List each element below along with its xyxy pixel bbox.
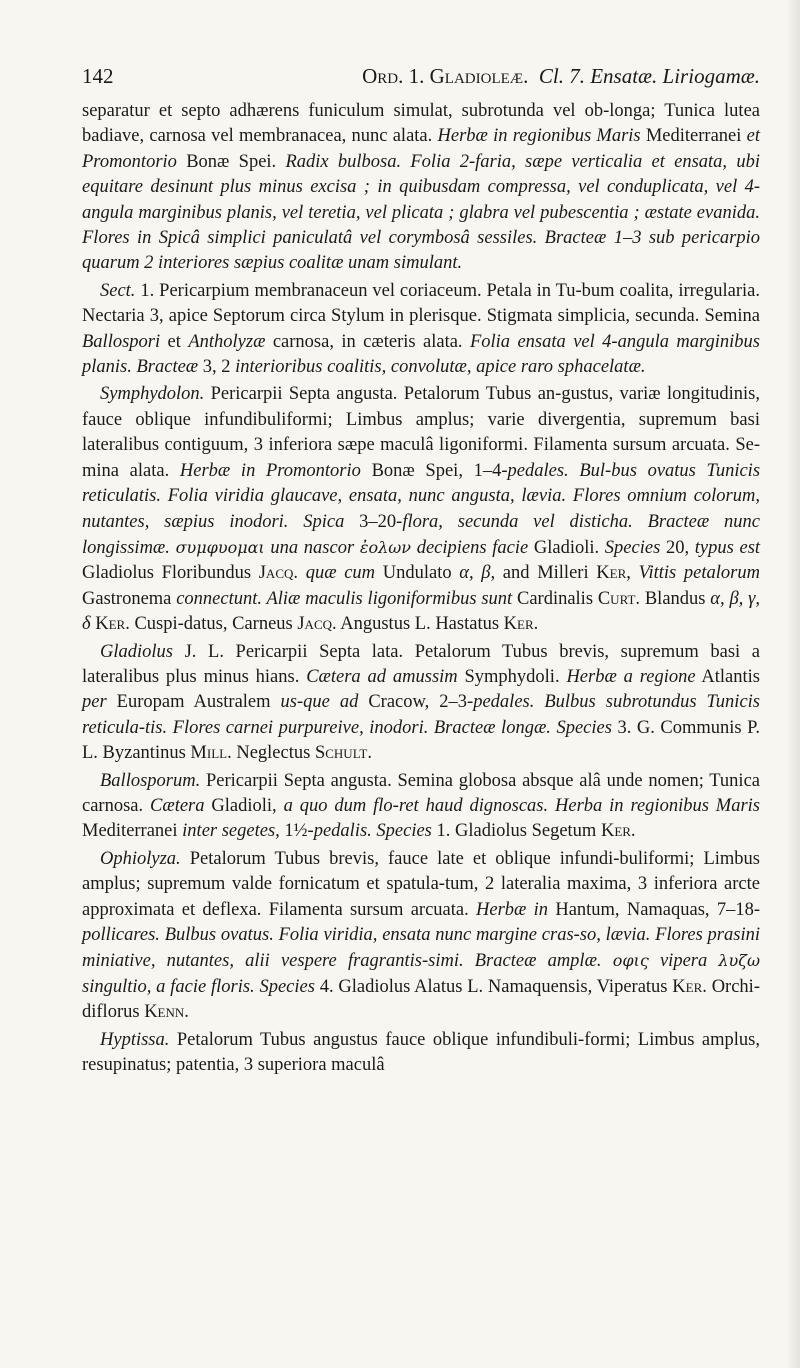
text-run: Sect. — [100, 280, 136, 301]
text-run: 3–20- — [344, 511, 403, 532]
text-run: Mill. — [190, 743, 232, 764]
text-run: a quo dum flo-ret haud dignoscas. Herba in regionibus Maris — [283, 795, 761, 816]
text-run: Ker. — [600, 821, 636, 842]
book-page — [82, 64, 760, 1078]
text-run: 3, 2 — [198, 357, 236, 378]
text-run: 1½- — [279, 821, 314, 842]
text-run: Gladiolus Floribundus — [82, 563, 259, 584]
paragraph-intro — [82, 99, 760, 277]
header-ord: Ord. 1. — [362, 64, 425, 88]
text-run: α, β, γ, δ — [82, 588, 761, 635]
text-run — [298, 563, 306, 583]
text-run: συμφυομαι — [175, 537, 265, 557]
text-run — [631, 563, 639, 583]
text-run: Antholyzæ — [188, 331, 266, 352]
text-run: interioribus coalitis, convolutæ, apice raro sphacelatæ. — [235, 357, 646, 378]
text-run: Petalorum Tubus angustus fauce oblique infundibuli-formi; Limbus amplus, resupinatus; patentia, 3 superiora maculâ — [82, 1029, 760, 1076]
text-run: α, β, — [459, 563, 496, 584]
paragraph-ophiolyza — [82, 847, 760, 1026]
text-run: Herbæ in Promontorio — [179, 460, 361, 481]
text-run: vipera — [659, 951, 708, 972]
header-class: Cl. 7. — [538, 64, 585, 88]
text-run: Bonæ Spei. — [176, 151, 286, 172]
text-run: quæ cum — [305, 563, 376, 584]
text-run: pollicares. Bulbus ovatus. Folia viridia, ensata nunc margine cras-so, lævia. Flores prasini miniative, nutantes, alii vespere fragrantis-simi. Bracteæ amplæ. — [82, 925, 760, 972]
text-run: Pericarpii Septa angusta. Petalorum Tubus an-gustus, variæ longitudinis, fauce oblique infundibuliformi; Limbus amplus; varie divergentia, supremum basi lateralibus contiguum, 3 inferiora sæpe maculâ ligoniformi. Filamenta sursum arcuata. Se-mina alata. — [82, 384, 760, 481]
text-run: pedalis. Species — [313, 821, 432, 842]
text-run: λυζω — [718, 951, 760, 971]
text-run: us-que ad — [280, 692, 359, 713]
text-run: Cracow, 2–3- — [358, 692, 474, 713]
text-run: Vittis petalorum — [638, 563, 760, 584]
text-run: οφις — [612, 951, 649, 971]
running-header — [82, 64, 760, 89]
text-run: Kenn. — [144, 1002, 189, 1023]
text-run: Mediterranei — [640, 126, 747, 147]
body-text — [82, 99, 760, 1078]
text-run: Cætera — [150, 795, 205, 816]
text-run: Species — [604, 537, 661, 558]
text-run: Cardinalis — [512, 588, 598, 609]
text-run: Cuspi-datus, Carneus — [129, 614, 298, 635]
text-run: inter segetes, — [182, 821, 280, 842]
text-run: Symphydoli. — [457, 666, 567, 687]
text-run: Hyptissa. — [100, 1029, 170, 1050]
text-run: Ker. — [503, 614, 539, 635]
text-run: ἐολων — [359, 537, 411, 557]
text-run: 4. Gladiolus Alatus L. Namaquensis, Viperatus — [314, 976, 673, 997]
text-run: Herbæ in — [476, 899, 549, 920]
paragraph-gladiolus — [82, 640, 760, 767]
text-run: separatur et septo adhærens funiculum simulat, subrotunda vel ob-longa; Tunica lutea badiave, carnosa vel membranacea, nunc alata. — [82, 101, 760, 147]
text-run: Symphydolon. — [100, 384, 205, 405]
text-run: Undulato — [375, 563, 460, 584]
text-run: pedales. Bul-bus ovatus Tunicis reticulatis. Folia viridia glaucave, ensata, nunc angusta, lævia. Flores omnium colorum, nutantes, sæpius inodori. Spica — [82, 460, 761, 532]
text-run: 20, — [660, 537, 695, 558]
text-run: Schult. — [314, 743, 373, 764]
text-run: carnosa, in cæteris alata. — [265, 331, 470, 352]
text-run: Hantum, Namaquas, 7–18- — [548, 899, 760, 920]
header-liriogamae: Liriogamæ. — [662, 64, 760, 88]
text-run: Mediterranei — [82, 821, 183, 842]
text-run — [649, 951, 660, 971]
text-run: Ophiolyza. — [100, 848, 181, 869]
paragraph-hyptissa — [82, 1028, 760, 1079]
text-run: Blandus — [640, 588, 711, 609]
text-run — [707, 951, 718, 971]
text-run: Gladiolus — [100, 641, 173, 662]
text-run: flora, secunda vel disticha. Bracteæ nunc longissimæ. — [82, 511, 760, 558]
text-run: decipiens facie — [416, 537, 529, 558]
text-run: Petalorum Tubus brevis, fauce late et oblique infundi-buliformi; Limbus amplus; supremum valde fornicatum et spatula-tum, 2 lateralia maxima, 3 inferiora arcte approximata et deflexa. Filamenta sursum arcuata. — [82, 848, 760, 920]
text-run: Radix bulbosa. Folia 2-faria, sæpe verticalia et ensata, ubi equitare desinunt plus minus excisa ; in quibusdam compressa, vel conduplicata, vel 4-angula marginibus planis, vel teretia, vel plicata ; glabra vel pubescentia ; æstate evanida. Flores in Spicâ simplici paniculatâ vel corymbosâ sessiles. Bracteæ 1–3 sub pericarpio quarum 2 interiores sæpius coalitæ unam simulant. — [82, 151, 760, 274]
page-number: 142 — [82, 64, 114, 88]
text-run: Gladioli. — [528, 537, 605, 558]
paragraph-ballosporum — [82, 769, 760, 845]
text-run: Bonæ Spei, 1–4- — [360, 460, 508, 481]
text-run: Curt. — [597, 588, 641, 609]
text-run: Herbæ a regione — [566, 666, 696, 687]
text-run: Gastronema — [82, 588, 177, 609]
text-run: Ker. — [95, 614, 130, 635]
text-run: Pericarpii Septa angusta. Semina globosa absque alâ unde nomen; Tunica carnosa. — [82, 770, 760, 816]
header-ensatae: Ensatæ. — [590, 64, 658, 88]
text-run: Gladioli, — [204, 795, 284, 816]
text-run: 1. Gladiolus Segetum — [431, 821, 601, 842]
text-run: J. L. Pericarpii Septa lata. Petalorum Tubus brevis, supremum basi a lateralibus plus minus hians. — [82, 641, 760, 687]
text-run: Neglectus — [231, 743, 315, 764]
text-run: Ker, — [596, 563, 631, 584]
text-run: una nascor — [270, 537, 355, 558]
header-family: Gladioleæ. — [429, 64, 529, 88]
text-run: et — [160, 331, 189, 352]
page-edge-shadow — [786, 0, 800, 1368]
text-run — [602, 951, 613, 971]
text-run: 1. Pericarpium membranaceun vel coriaceum. Petala in Tu-bum coalita, irregularia. Nectaria 3, apice Septorum circa Stylum in plerisque. Stigmata simplicia, secunda. Semina — [82, 280, 760, 327]
text-run: per — [82, 692, 107, 713]
text-run: 3. G. Communis P. L. Byzantinus — [82, 717, 760, 764]
text-run: singultio, a facie floris. Species — [82, 976, 315, 997]
text-run: typus est — [694, 537, 761, 558]
text-run: Europam Australem — [106, 692, 281, 713]
text-run: Orchi-diflorus — [82, 976, 760, 1023]
running-title — [132, 64, 760, 89]
text-run: pedales. Bulbus subrotundus Tunicis reticula-tis. Flores carnei purpureive, inodori. Bracteæ longæ. Species — [82, 692, 760, 738]
paragraph-symphydolon — [82, 382, 760, 637]
text-run: Herbæ in regionibus Maris — [437, 126, 641, 147]
text-run: connectunt. Aliæ maculis ligoniformibus sunt — [176, 588, 513, 609]
text-run: Ballospori — [82, 331, 161, 352]
text-run: Atlantis — [695, 666, 760, 687]
text-run: Folia ensata vel 4-angula marginibus planis. Bracteæ — [82, 331, 760, 378]
text-run: and Milleri — [495, 563, 597, 584]
text-run: Angustus L. Hastatus — [336, 614, 504, 635]
text-run: et Promontorio — [82, 126, 760, 172]
text-run: Jacq. — [297, 614, 337, 635]
text-run: Ballosporum. — [100, 770, 201, 791]
paragraph-section-1 — [82, 279, 760, 381]
text-run: Ker. — [672, 976, 707, 997]
text-run: Jacq. — [258, 563, 299, 584]
text-run: Cætera ad amussim — [306, 666, 458, 687]
